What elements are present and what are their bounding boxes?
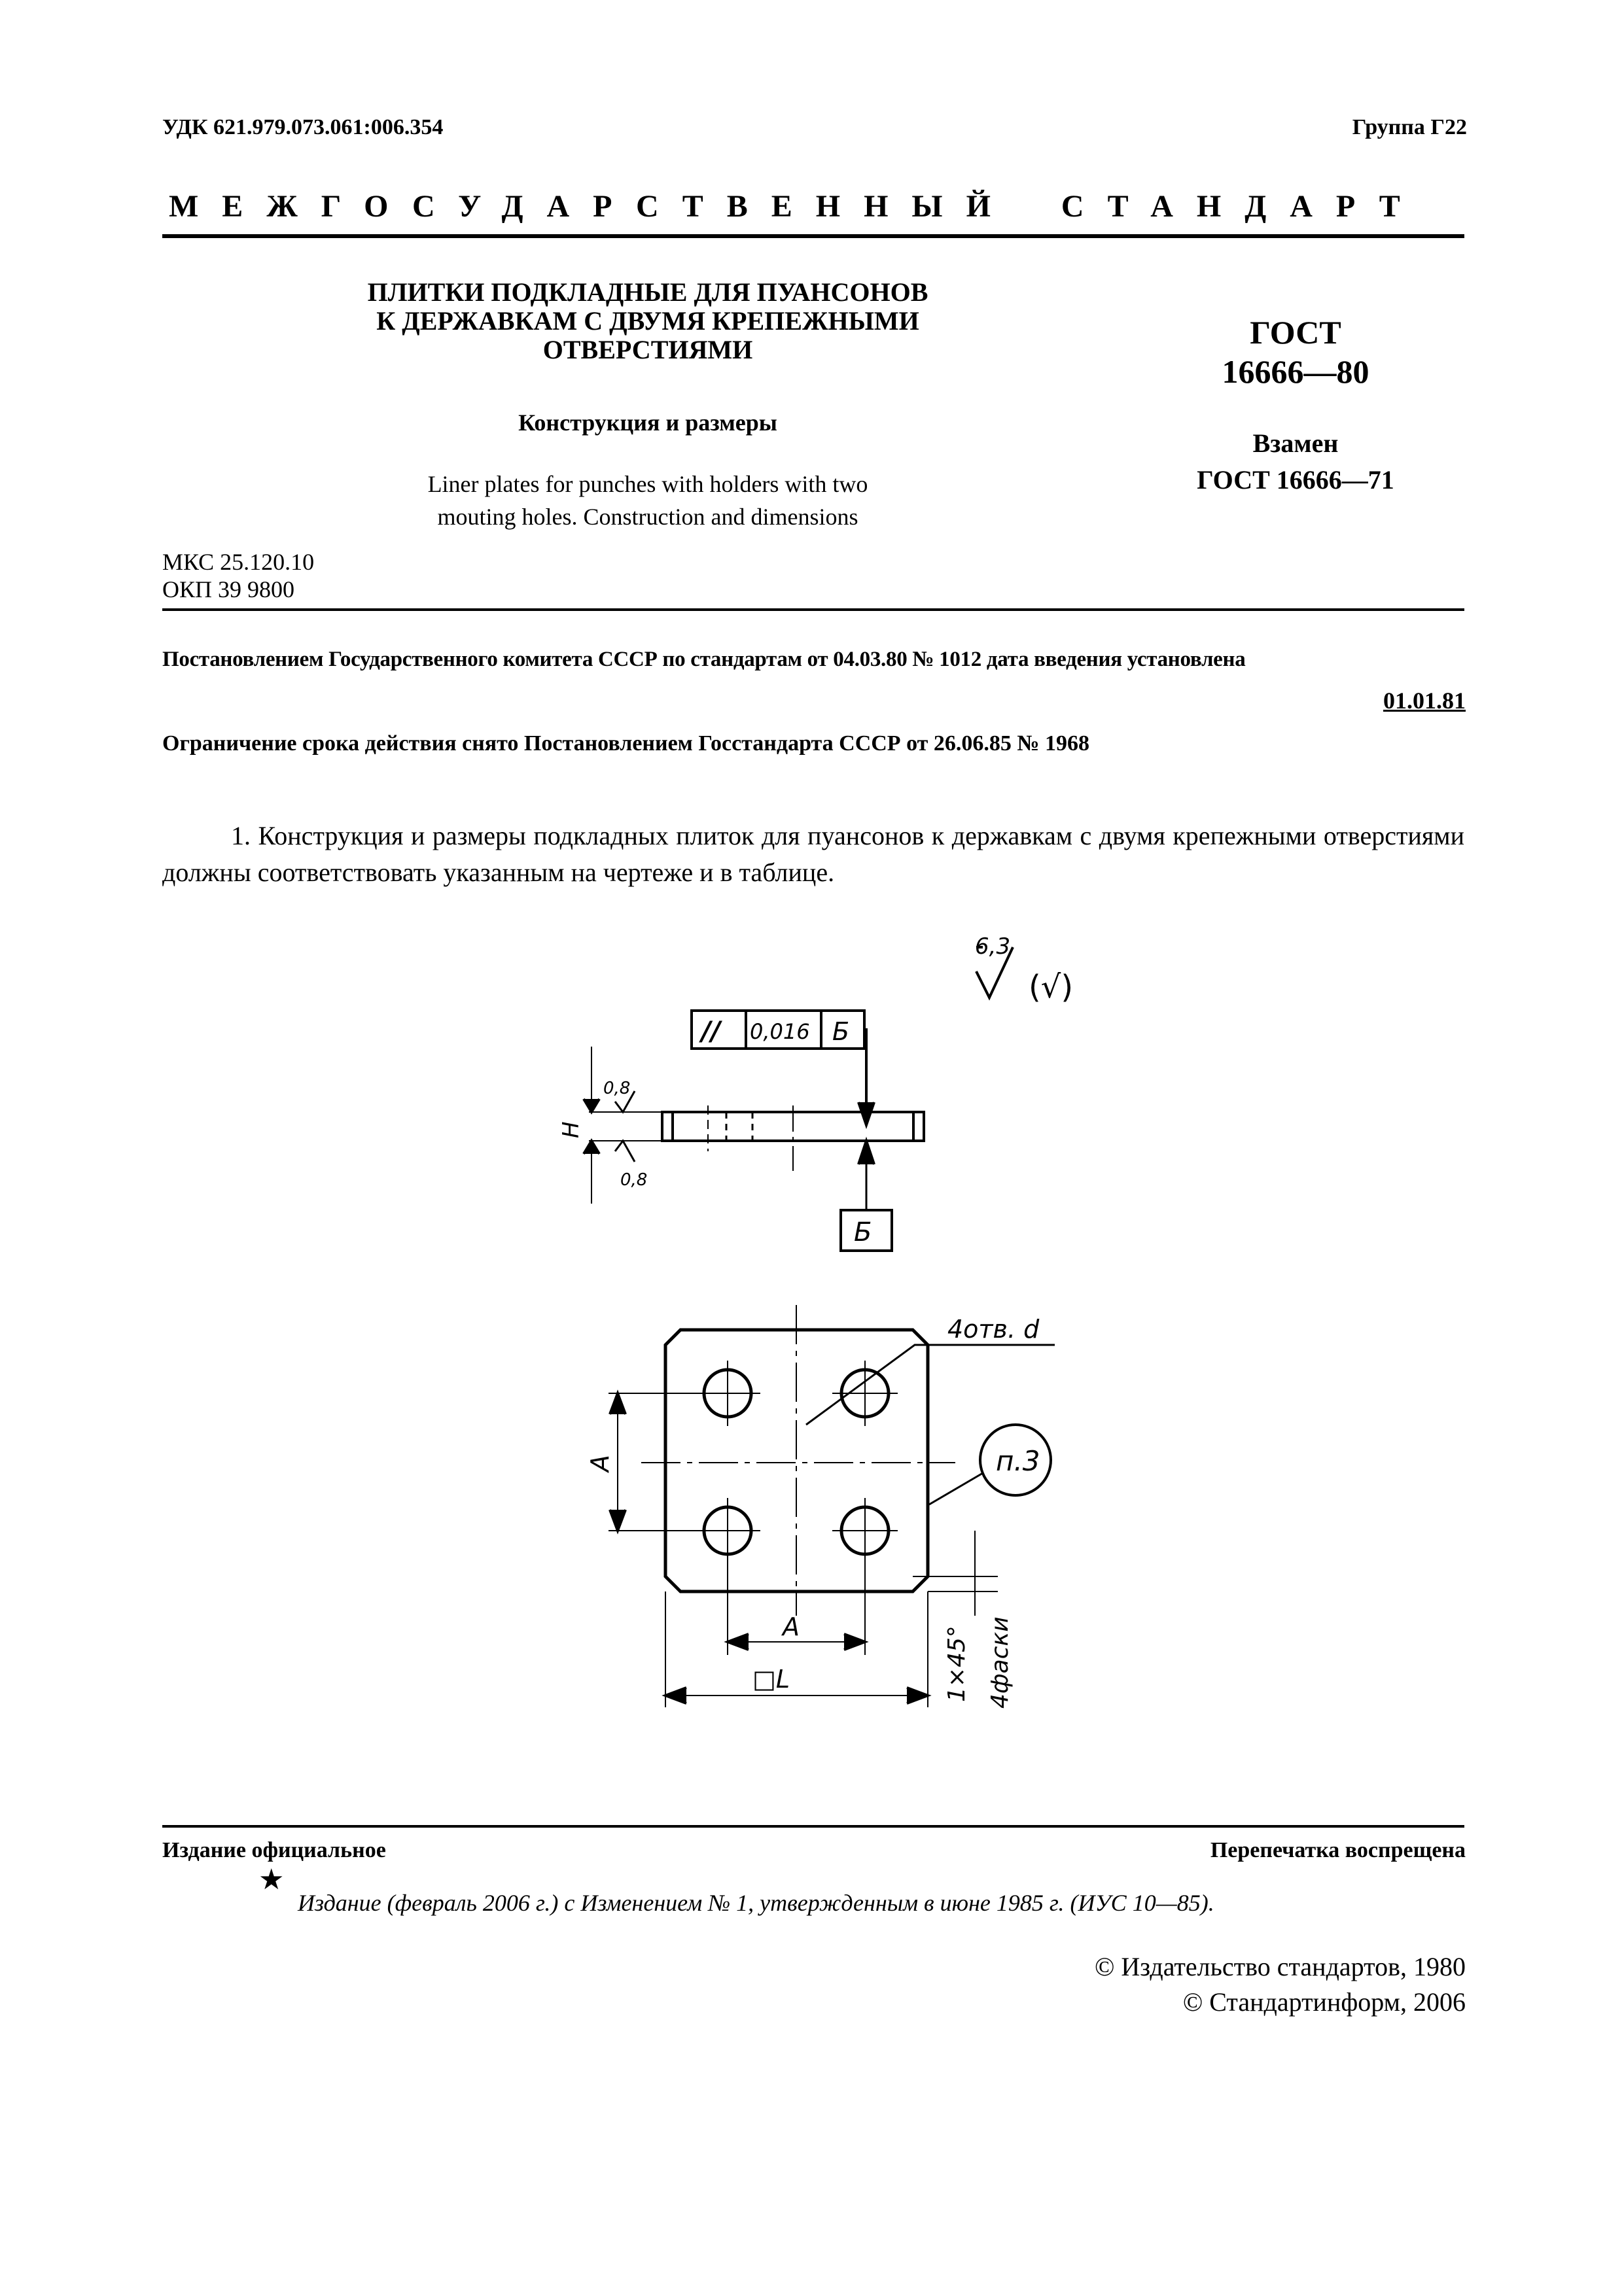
star-icon: ★ <box>258 1864 285 1896</box>
gost-number: 16666—80 <box>1222 353 1369 390</box>
h-dim-arrow-bottom <box>584 1141 599 1154</box>
standard-word: СТАНДАРТ <box>1061 189 1424 224</box>
dim-a-vertical-label: A <box>586 1455 614 1472</box>
copyright-line: © Издательство стандартов, 1980 <box>1094 1952 1466 1981</box>
mounting-hole <box>832 1361 898 1426</box>
tolerance-datum: Б <box>832 1017 850 1046</box>
dim-l-arrow <box>665 1688 686 1703</box>
surface-finish-top: 0,8 <box>603 1079 631 1098</box>
tolerance-value: 0,016 <box>750 1019 810 1044</box>
dim-a-arrow <box>728 1634 749 1650</box>
dim-l-arrow <box>907 1688 928 1703</box>
replaces-label: Взамен <box>1252 428 1339 458</box>
title-line: К ДЕРЖАВКАМ С ДВУМЯ КРЕПЕЖНЫМИ <box>376 306 919 336</box>
interstate-word: МЕЖГОСУДАРСТВЕННЫЙ <box>169 189 1014 224</box>
tolerance-symbol: // <box>701 1017 721 1047</box>
limit-removed-note: Ограничение срока действия снято Постановлением Госстандарта СССР от 26.06.85 № 1968 <box>162 731 1089 756</box>
dim-a-arrow <box>610 1510 626 1531</box>
replaces-gost: ГОСТ 16666—71 <box>1197 465 1394 495</box>
copyright-block <box>1095 1949 1466 2020</box>
dim-l-label: □L <box>752 1665 790 1694</box>
roughness-other: (√) <box>1029 969 1074 1005</box>
chamfer-label: 1×45° <box>944 1626 970 1702</box>
gost-label: ГОСТ <box>1250 314 1341 351</box>
official-edition: Издание официальное <box>162 1838 386 1862</box>
copyright-line: © Стандартинформ, 2006 <box>1182 1987 1466 2017</box>
datum-label: Б <box>854 1217 872 1247</box>
mounting-hole <box>695 1498 760 1563</box>
dim-h-label: H <box>558 1121 584 1138</box>
mounting-hole <box>695 1361 760 1426</box>
mounting-hole <box>832 1498 898 1563</box>
datum-arrow <box>858 1141 874 1164</box>
dim-a-horizontal-label: A <box>783 1612 800 1641</box>
surface-finish-bottom: 0,8 <box>620 1170 648 1190</box>
roughness-value: 6,3 <box>975 933 1011 960</box>
clause-ref-leader <box>929 1473 983 1505</box>
decree-text: Постановлением Государственного комитета СССР по стандартам от 04.03.80 № 1012 дата введения установлена <box>162 648 1246 671</box>
group-code: Группа Г22 <box>1352 115 1467 139</box>
title-line: ПЛИТКИ ПОДКЛАДНЫЕ ДЛЯ ПУАНСОНОВ <box>367 277 928 307</box>
document-subtitle: Конструкция и размеры <box>518 409 777 436</box>
plate-top-view <box>641 1305 955 1616</box>
footer-divider <box>162 1825 1464 1828</box>
english-title-line: mouting holes. Construction and dimensions <box>437 504 858 530</box>
clause-1-text: 1. Конструкция и размеры подкладных плиток для пуансонов к державкам с двумя крепежными отверстиями должны соответствовать указанным на чертеже и в таблице. <box>162 821 1464 887</box>
effective-date: 01.01.81 <box>1383 687 1466 714</box>
h-dim-arrow-top <box>584 1099 599 1112</box>
chamfer-dim <box>913 1531 998 1616</box>
english-title-line: Liner plates for punches with holders with two <box>427 471 868 497</box>
reprint-prohibited: Перепечатка воспрещена <box>1210 1838 1466 1862</box>
dim-a-arrow <box>844 1634 865 1650</box>
holes-note: 4отв. d <box>947 1315 1040 1344</box>
edition-note: Издание (февраль 2006 г.) с Изменением № 1, утвержденным в июне 1985 г. (ИУС 10—85). <box>298 1890 1214 1916</box>
udc-code: УДК 621.979.073.061:006.354 <box>162 115 444 139</box>
clause-ref-label: п.3 <box>996 1445 1040 1477</box>
chamfer-count-label: 4фаски <box>987 1616 1014 1709</box>
tolerance-leader-arrow <box>858 1102 874 1125</box>
okp-code: ОКП 39 9800 <box>162 576 295 602</box>
title-line: ОТВЕРСТИЯМИ <box>542 335 753 364</box>
mks-code: МКС 25.120.10 <box>162 549 315 575</box>
dim-a-arrow <box>610 1393 626 1414</box>
